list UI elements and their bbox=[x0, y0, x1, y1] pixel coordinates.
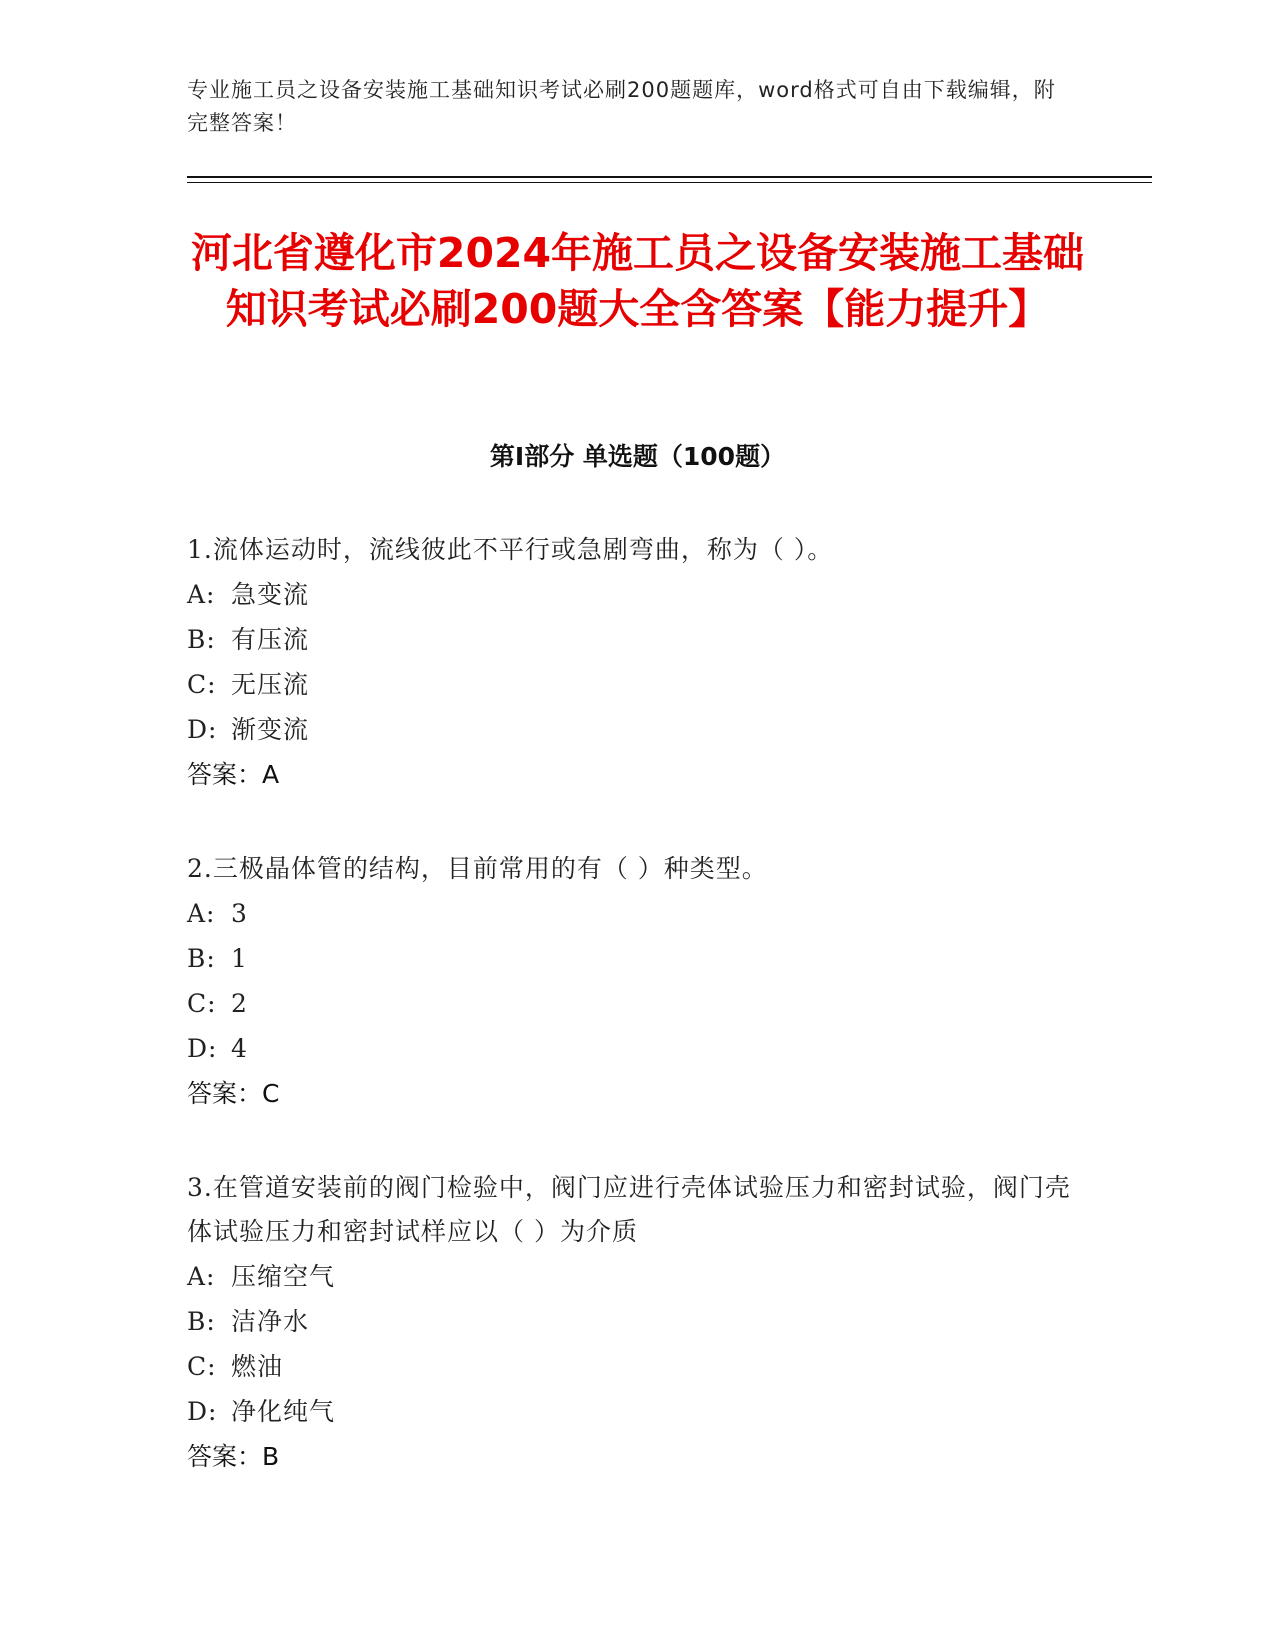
option-text: 洁净水 bbox=[231, 1307, 310, 1336]
option-text: 4 bbox=[231, 1034, 248, 1063]
option-text: 2 bbox=[231, 989, 248, 1018]
option-d bbox=[187, 1026, 1087, 1071]
question-stem: 3.在管道安装前的阀门检验中，阀门应进行壳体试验压力和密封试验，阀门壳体试验压力和密封试样应以（ ）为介质 bbox=[187, 1173, 1071, 1246]
option-b bbox=[187, 936, 1087, 981]
option-a bbox=[187, 891, 1087, 936]
option-letter: D: bbox=[187, 1397, 218, 1426]
question-stem: 1.流体运动时，流线彼此不平行或急剧弯曲，称为（ ）。 bbox=[187, 535, 834, 564]
option-letter: A: bbox=[187, 1262, 216, 1291]
option-letter: B: bbox=[187, 944, 216, 973]
question-list bbox=[187, 528, 1087, 1529]
option-letter: D: bbox=[187, 1034, 218, 1063]
option-a bbox=[187, 1254, 1087, 1299]
question-2 bbox=[187, 847, 1087, 1116]
option-letter: A: bbox=[187, 899, 216, 928]
option-d bbox=[187, 707, 1087, 752]
header-divider-thick bbox=[187, 176, 1152, 178]
option-letter: D: bbox=[187, 715, 218, 744]
option-text: 1 bbox=[231, 944, 248, 973]
option-c bbox=[187, 1344, 1087, 1389]
option-text: 急变流 bbox=[231, 580, 310, 609]
option-text: 无压流 bbox=[231, 670, 310, 699]
document-title: 河北省遵化市2024年施工员之设备安装施工基础知识考试必刷200题大全含答案【能力提升】 bbox=[190, 229, 1085, 333]
option-letter: B: bbox=[187, 1307, 216, 1336]
answer: 答案：C bbox=[187, 1079, 280, 1108]
option-text: 有压流 bbox=[231, 625, 310, 654]
option-d bbox=[187, 1389, 1087, 1434]
option-c bbox=[187, 662, 1087, 707]
option-text: 渐变流 bbox=[231, 715, 310, 744]
question-stem: 2.三极晶体管的结构，目前常用的有（ ）种类型。 bbox=[187, 854, 768, 883]
option-c bbox=[187, 981, 1087, 1026]
section-title: 第Ⅰ部分 单选题（100题） bbox=[489, 442, 786, 471]
option-letter: C: bbox=[187, 1352, 217, 1381]
header-divider-thin bbox=[187, 182, 1152, 183]
option-a bbox=[187, 572, 1087, 617]
option-b bbox=[187, 617, 1087, 662]
option-text: 净化纯气 bbox=[231, 1397, 336, 1426]
option-text: 3 bbox=[231, 899, 248, 928]
option-text: 燃油 bbox=[231, 1352, 284, 1381]
option-b bbox=[187, 1299, 1087, 1344]
option-letter: C: bbox=[187, 670, 217, 699]
answer: 答案：B bbox=[187, 1442, 280, 1471]
question-3 bbox=[187, 1166, 1087, 1479]
option-letter: B: bbox=[187, 625, 216, 654]
header-note: 专业施工员之设备安装施工基础知识考试必刷200题题库，word格式可自由下载编辑，附完整答案！ bbox=[187, 78, 1056, 135]
option-text: 压缩空气 bbox=[231, 1262, 336, 1291]
option-letter: A: bbox=[187, 580, 216, 609]
option-letter: C: bbox=[187, 989, 217, 1018]
answer: 答案：A bbox=[187, 760, 280, 789]
question-1 bbox=[187, 528, 1087, 797]
